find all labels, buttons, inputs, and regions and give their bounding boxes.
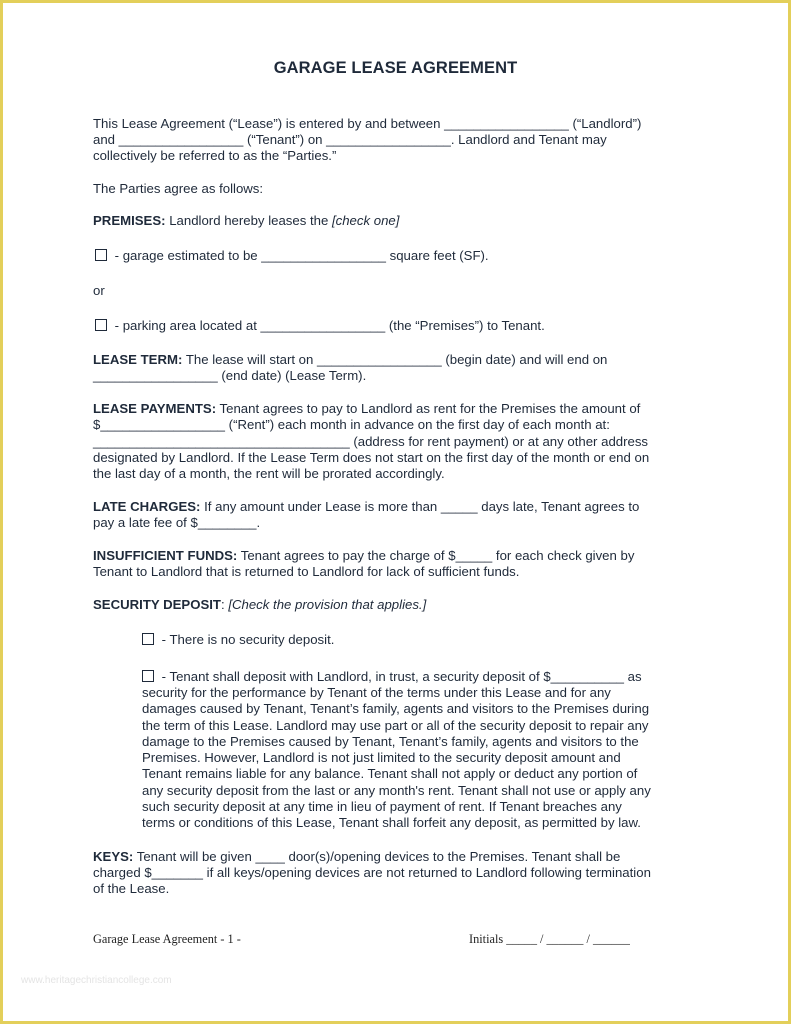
lease-payments-text-1: Tenant agrees to pay to Landlord as rent for the Premises the amount of bbox=[216, 401, 641, 416]
deposit-option-line: security for the performance by Tenant of the terms under this Lease and for any bbox=[142, 685, 611, 700]
deposit-option-line: damage to the Premises caused by Tenant, Tenant’s family, agents and visitors to the bbox=[142, 734, 639, 749]
deposit-option-text: - Tenant shall deposit with Landlord, in trust, a security deposit of $__________ as bbox=[158, 669, 642, 684]
insufficient-funds-text-1: Tenant agrees to pay the charge of $_____ for each check given by bbox=[237, 548, 635, 563]
lease-term-text-1: The lease will start on _________________ (begin date) and will end on bbox=[182, 352, 608, 367]
security-deposit-instruction: [Check the provision that applies.] bbox=[228, 597, 427, 612]
parking-option-text: - parking area located at _________________ (the “Premises”) to Tenant. bbox=[111, 318, 545, 333]
keys-line-1 bbox=[93, 849, 620, 865]
deposit-checkbox[interactable] bbox=[142, 670, 154, 682]
premises-line bbox=[93, 213, 399, 229]
no-deposit-option bbox=[142, 632, 334, 648]
late-charges-line-1 bbox=[93, 499, 639, 515]
no-deposit-text: - There is no security deposit. bbox=[158, 632, 335, 647]
keys-line-3: of the Lease. bbox=[93, 881, 170, 896]
garage-checkbox[interactable] bbox=[95, 249, 107, 261]
intro-line-3: collectively be referred to as the “Parties.” bbox=[93, 148, 337, 163]
late-charges-line-2: pay a late fee of $________. bbox=[93, 515, 261, 530]
late-charges-text-1: If any amount under Lease is more than _____ days late, Tenant agrees to bbox=[200, 499, 640, 514]
insufficient-funds-line-1 bbox=[93, 548, 634, 564]
premises-option-parking bbox=[95, 318, 545, 334]
premises-heading: PREMISES: bbox=[93, 213, 166, 228]
premises-option-garage bbox=[95, 248, 489, 264]
intro-line-2: and _________________ (“Tenant”) on _________________. Landlord and Tenant may bbox=[93, 132, 607, 147]
deposit-option-line: any security deposit from the last or any month's rent. Tenant shall not use or apply any bbox=[142, 783, 651, 798]
deposit-option-line: terms or conditions of this Lease, Tenant shall forfeit any deposit, as permitted by law. bbox=[142, 815, 641, 830]
lease-payments-line-1 bbox=[93, 401, 640, 417]
lease-payments-line-3: ___________________________________ (address for rent payment) or at any other address bbox=[93, 434, 649, 449]
footer-initials: Initials _____ / ______ / ______ bbox=[469, 932, 630, 946]
lease-term-line-2: _________________ (end date) (Lease Term). bbox=[93, 368, 367, 383]
keys-line-2: charged $_______ if all keys/opening devices are not returned to Landlord following termination bbox=[93, 865, 651, 880]
lease-term-heading: LEASE TERM: bbox=[93, 352, 183, 367]
deposit-option-line: the term of this Lease. Landlord may use part or all of the security deposit to repair any bbox=[142, 718, 649, 733]
insufficient-funds-heading: INSUFFICIENT FUNDS: bbox=[93, 548, 238, 563]
lease-payments-line-5: the last day of a month, the rent will be prorated accordingly. bbox=[93, 466, 445, 481]
premises-instruction: [check one] bbox=[331, 213, 400, 228]
document-title: GARAGE LEASE AGREEMENT bbox=[273, 59, 518, 77]
deposit-option-line: Tenant remains liable for any balance. Tenant shall not apply or deduct any portion of bbox=[142, 766, 638, 781]
security-deposit-colon: : bbox=[221, 597, 229, 612]
or-text: or bbox=[93, 283, 105, 298]
no-deposit-checkbox[interactable] bbox=[142, 633, 154, 645]
lease-payments-line-4: designated by Landlord. If the Lease Term does not start on the first day of the month or end on bbox=[93, 450, 650, 465]
parking-checkbox[interactable] bbox=[95, 319, 107, 331]
footer-page-label: Garage Lease Agreement - 1 - bbox=[93, 932, 241, 946]
security-deposit-line bbox=[93, 597, 426, 613]
keys-heading: KEYS: bbox=[93, 849, 134, 864]
insufficient-funds-line-2: Tenant to Landlord that is returned to Landlord for lack of sufficient funds. bbox=[93, 564, 520, 579]
security-deposit-heading: SECURITY DEPOSIT bbox=[93, 597, 221, 612]
premises-text: Landlord hereby leases the bbox=[165, 213, 332, 228]
deposit-option-line: Premises. However, Landlord is not just limited to the security deposit amount and bbox=[142, 750, 621, 765]
lease-payments-line-2: $_________________ (“Rent”) each month in advance on the first day of each month at: bbox=[93, 417, 610, 432]
watermark-text: www.heritagechristiancollege.com bbox=[21, 975, 172, 986]
lease-term-line-1 bbox=[93, 352, 607, 368]
garage-option-text: - garage estimated to be _________________ square feet (SF). bbox=[111, 248, 489, 263]
deposit-option-line: such security deposit at any time in lieu of payment of rent. If Tenant breaches any bbox=[142, 799, 622, 814]
intro-line-1: This Lease Agreement (“Lease”) is entered by and between _________________ (“Landlord”) bbox=[93, 116, 642, 131]
agree-line: The Parties agree as follows: bbox=[93, 181, 264, 196]
deposit-option-line: damages caused by Tenant, Tenant’s family, agents and visitors to the Premises during bbox=[142, 701, 650, 716]
keys-text-1: Tenant will be given ____ door(s)/opening devices to the Premises. Tenant shall be bbox=[133, 849, 621, 864]
lease-payments-heading: LEASE PAYMENTS: bbox=[93, 401, 217, 416]
deposit-option-first-line bbox=[142, 669, 642, 685]
late-charges-heading: LATE CHARGES: bbox=[93, 499, 201, 514]
